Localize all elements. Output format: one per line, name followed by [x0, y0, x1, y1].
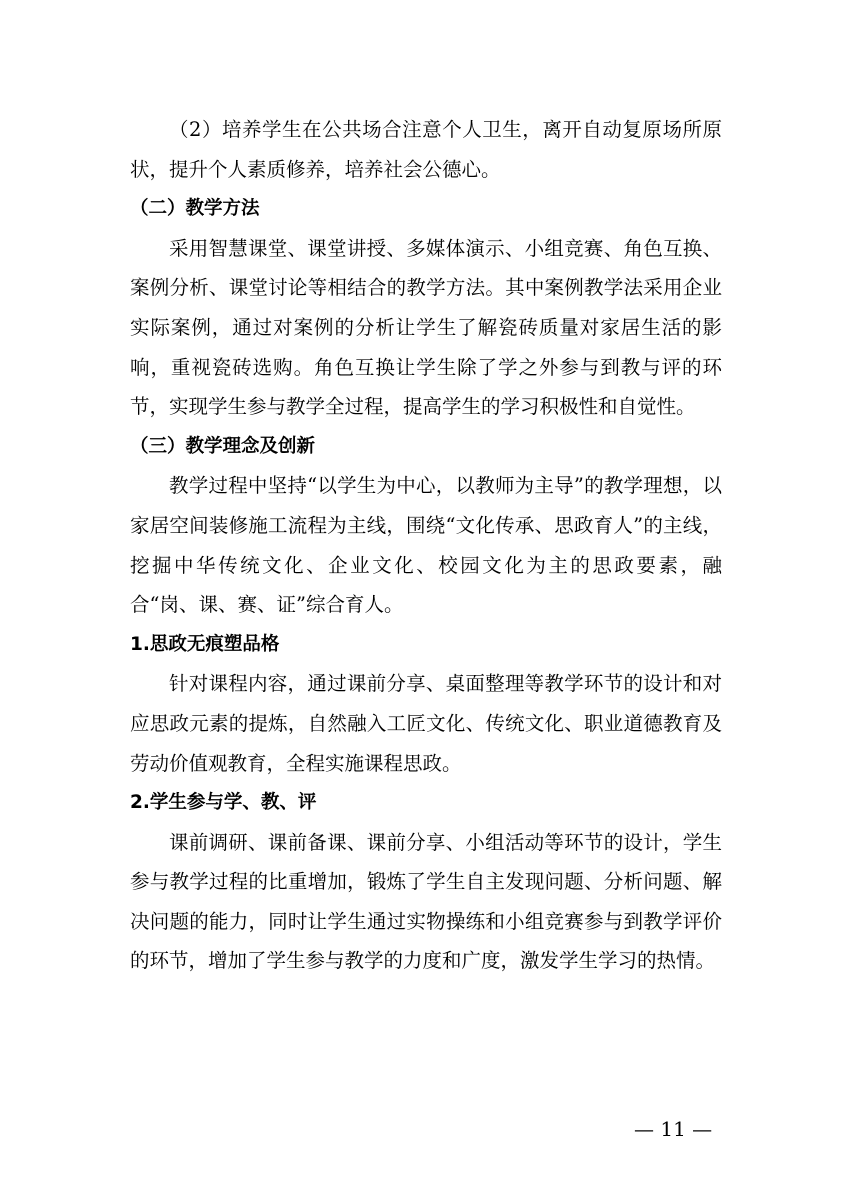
- paragraph-teaching-concept: 教学过程中坚持“以学生为中心，以教师为主导”的教学理想，以家居空间装修施工流程为主线，围绕“文化传承、思政育人”的主线，挖掘中华传统文化、企业文化、校园文化为主的思政要素，融合“岗、课、赛、证”综合育人。: [130, 474, 722, 617]
- heading-teaching-methods: （二）教学方法: [130, 198, 260, 220]
- paragraph-teaching-methods: 采用智慧课堂、课堂讲授、多媒体演示、小组竞赛、角色互换、案例分析、课堂讨论等相结合的教学方法。其中案例教学法采用企业实际案例，通过对案例的分析让学生了解瓷砖质量对家居生活的影响，重视瓷砖选购。角色互换让学生除了学之外参与到教与评的环节，实现学生参与教学全过程，提高学生的学习积极性和自觉性。: [130, 236, 722, 419]
- heading-teaching-concept: （三）教学理念及创新: [130, 435, 316, 457]
- heading-student-participation: 2.学生参与学、教、评: [130, 792, 317, 814]
- paragraph-ideology-character: 针对课程内容，通过课前分享、桌面整理等教学环节的设计和对应思政元素的提炼，自然融入工匠文化、传统文化、职业道德教育及劳动价值观教育，全程实施课程思政。: [130, 672, 722, 775]
- page-number: — 11 —: [634, 1117, 713, 1141]
- document-page: [130, 110, 722, 981]
- paragraph-hygiene-goal: （2）培养学生在公共场合注意个人卫生，离开自动复原场所原状，提升个人素质修养，培养社会公德心。: [130, 118, 722, 181]
- paragraph-student-participation: 课前调研、课前备课、课前分享、小组活动等环节的设计，学生参与教学过程的比重增加，锻炼了学生自主发现问题、分析问题、解决问题的能力，同时让学生通过实物操练和小组竞赛参与到教学评价的环节，增加了学生参与教学的力度和广度，激发学生学习的热情。: [130, 830, 722, 973]
- heading-ideology-character: 1.思政无痕塑品格: [130, 633, 280, 655]
